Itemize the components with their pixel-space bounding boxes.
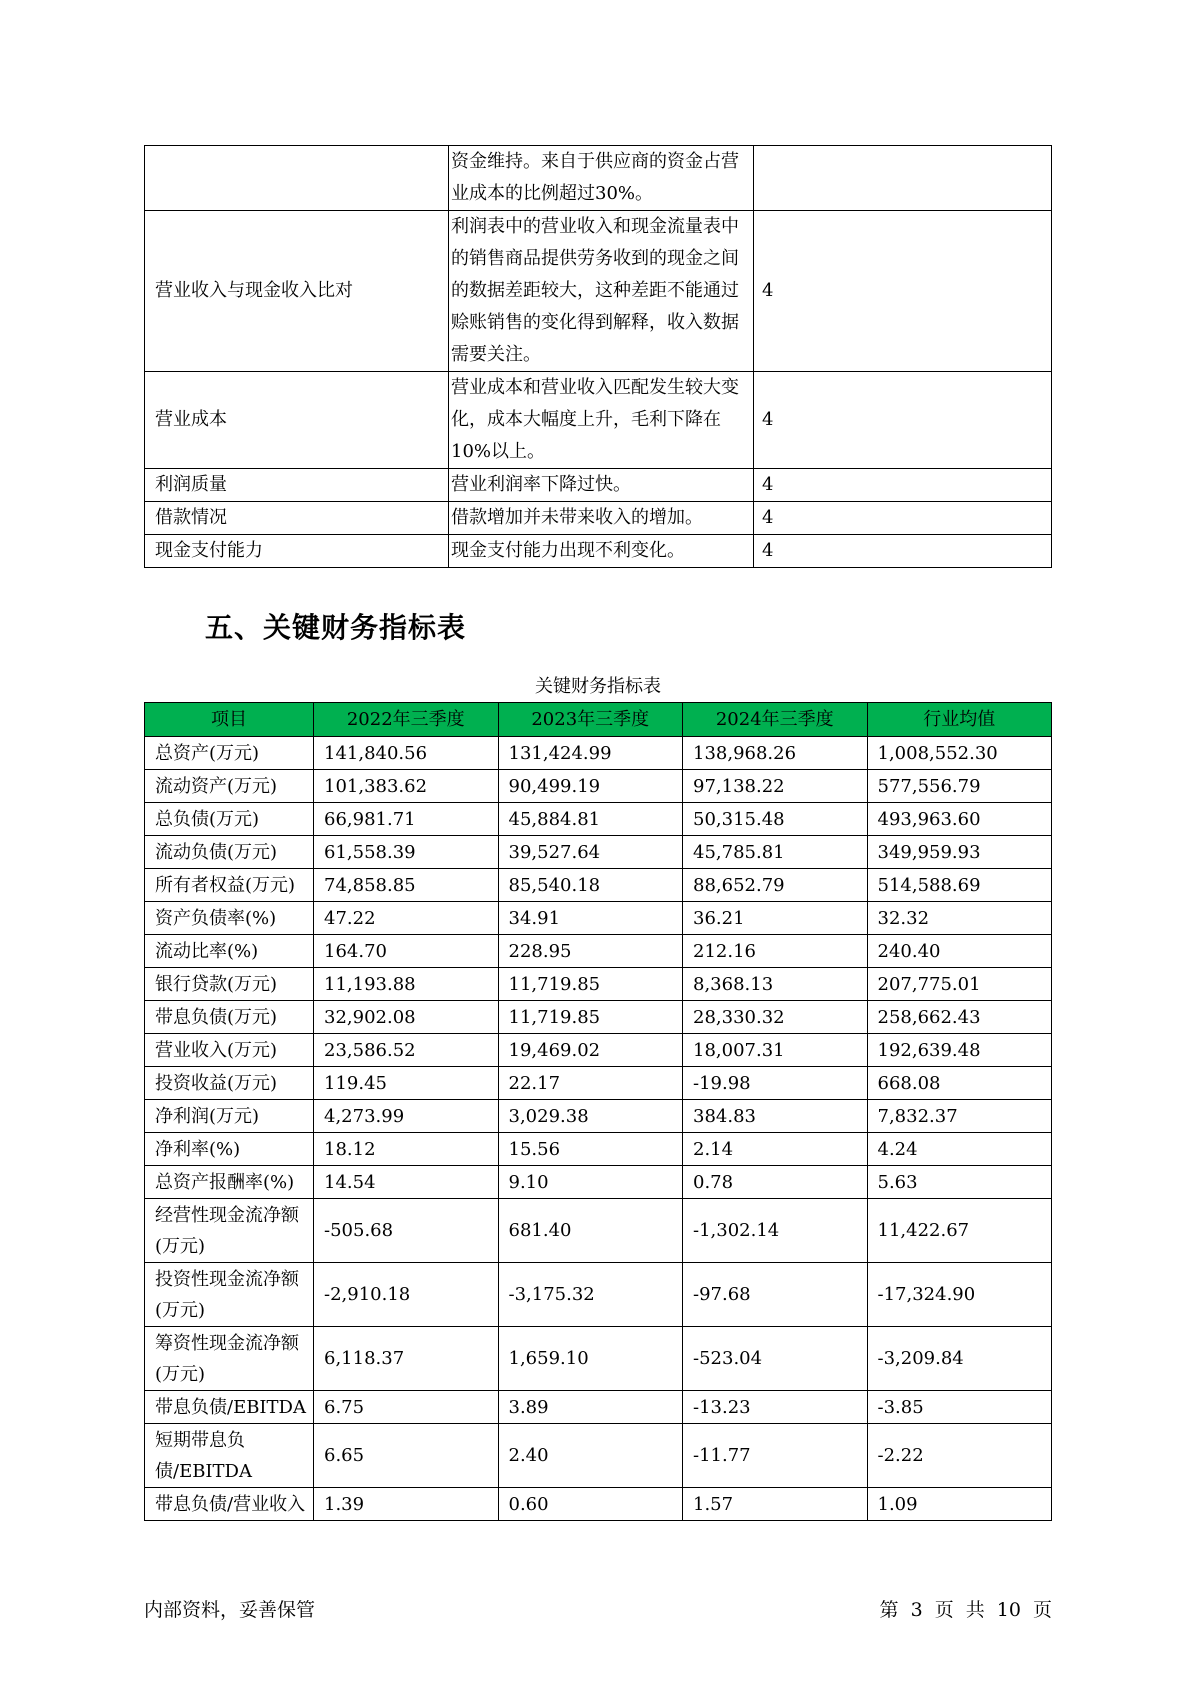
risk-row (145, 535, 1052, 568)
metric-value-cell: 0.78 (683, 1166, 868, 1199)
metric-value-cell: 45,785.81 (683, 836, 868, 869)
column-header: 项目 (145, 703, 314, 737)
metrics-row (145, 737, 1052, 770)
metric-name-cell: 净利率(%) (145, 1133, 314, 1166)
metric-value-cell: 240.40 (867, 935, 1052, 968)
metric-name-cell: 带息负债/营业收入 (145, 1488, 314, 1521)
metric-value-cell: 1,659.10 (498, 1327, 683, 1391)
risk-score-cell: 4 (754, 372, 1052, 469)
metric-value-cell: 228.95 (498, 935, 683, 968)
metrics-row (145, 1263, 1052, 1327)
metric-value-cell: 6.65 (314, 1424, 499, 1488)
risk-score-cell: 4 (754, 535, 1052, 568)
metric-value-cell: 85,540.18 (498, 869, 683, 902)
column-header: 2022年三季度 (314, 703, 499, 737)
metric-value-cell: -2.22 (867, 1424, 1052, 1488)
metric-value-cell: 6,118.37 (314, 1327, 499, 1391)
risk-table (144, 145, 1052, 568)
metric-value-cell: 349,959.93 (867, 836, 1052, 869)
metric-value-cell: 7,832.37 (867, 1100, 1052, 1133)
table-caption: 关键财务指标表 (535, 676, 661, 697)
column-header: 2023年三季度 (498, 703, 683, 737)
risk-score-cell (754, 146, 1052, 211)
metric-value-cell: 3.89 (498, 1391, 683, 1424)
metric-name-cell: 所有者权益(万元) (145, 869, 314, 902)
metric-value-cell: 119.45 (314, 1067, 499, 1100)
metrics-row (145, 968, 1052, 1001)
metric-name-cell: 带息负债(万元) (145, 1001, 314, 1034)
metrics-row (145, 869, 1052, 902)
risk-desc-cell: 营业利润率下降过快。 (449, 469, 754, 502)
metric-value-cell: 61,558.39 (314, 836, 499, 869)
metric-value-cell: 15.56 (498, 1133, 683, 1166)
risk-item-cell: 借款情况 (145, 502, 449, 535)
metric-value-cell: 39,527.64 (498, 836, 683, 869)
metric-name-cell: 投资性现金流净额(万元) (145, 1263, 314, 1327)
metric-value-cell: 32.32 (867, 902, 1052, 935)
metric-value-cell: 4.24 (867, 1133, 1052, 1166)
risk-item-cell: 营业收入与现金收入比对 (145, 211, 449, 372)
metric-value-cell: 514,588.69 (867, 869, 1052, 902)
risk-desc-cell: 利润表中的营业收入和现金流量表中的销售商品提供劳务收到的现金之间的数据差距较大，这种差距不能通过赊账销售的变化得到解释，收入数据需要关注。 (449, 211, 754, 372)
metric-value-cell: 50,315.48 (683, 803, 868, 836)
metric-value-cell: 3,029.38 (498, 1100, 683, 1133)
risk-desc-cell: 资金维持。来自于供应商的资金占营业成本的比例超过30%。 (449, 146, 754, 211)
metric-name-cell: 投资收益(万元) (145, 1067, 314, 1100)
metrics-row (145, 1067, 1052, 1100)
metric-value-cell: -1,302.14 (683, 1199, 868, 1263)
metric-value-cell: -97.68 (683, 1263, 868, 1327)
metric-value-cell: -3,175.32 (498, 1263, 683, 1327)
metric-value-cell: 2.14 (683, 1133, 868, 1166)
risk-item-cell (145, 146, 449, 211)
risk-score-cell: 4 (754, 502, 1052, 535)
metric-value-cell: 1.09 (867, 1488, 1052, 1521)
risk-row (145, 469, 1052, 502)
footer-page-number: 第 3 页 共 10 页 (879, 1599, 1052, 1621)
metrics-row (145, 1133, 1052, 1166)
metric-value-cell: 32,902.08 (314, 1001, 499, 1034)
metrics-row (145, 1100, 1052, 1133)
metrics-row (145, 1424, 1052, 1488)
metric-value-cell: 1,008,552.30 (867, 737, 1052, 770)
risk-score-cell: 4 (754, 469, 1052, 502)
metrics-row (145, 1166, 1052, 1199)
metric-value-cell: 19,469.02 (498, 1034, 683, 1067)
metric-name-cell: 总负债(万元) (145, 803, 314, 836)
metric-value-cell: -11.77 (683, 1424, 868, 1488)
metric-value-cell: 164.70 (314, 935, 499, 968)
metric-value-cell: 18,007.31 (683, 1034, 868, 1067)
metric-name-cell: 净利润(万元) (145, 1100, 314, 1133)
metrics-row (145, 1001, 1052, 1034)
metric-value-cell: 577,556.79 (867, 770, 1052, 803)
risk-item-cell: 利润质量 (145, 469, 449, 502)
metrics-row (145, 1391, 1052, 1424)
metric-value-cell: 8,368.13 (683, 968, 868, 1001)
metric-value-cell: 141,840.56 (314, 737, 499, 770)
metric-name-cell: 流动资产(万元) (145, 770, 314, 803)
metric-value-cell: 1.57 (683, 1488, 868, 1521)
metric-value-cell: 66,981.71 (314, 803, 499, 836)
metric-name-cell: 流动比率(%) (145, 935, 314, 968)
metric-value-cell: 101,383.62 (314, 770, 499, 803)
risk-score-cell: 4 (754, 211, 1052, 372)
metric-value-cell: 90,499.19 (498, 770, 683, 803)
risk-desc-cell: 借款增加并未带来收入的增加。 (449, 502, 754, 535)
metric-value-cell: 45,884.81 (498, 803, 683, 836)
metric-value-cell: -2,910.18 (314, 1263, 499, 1327)
metrics-row (145, 770, 1052, 803)
metrics-row (145, 1327, 1052, 1391)
section-heading: 五、关键财务指标表 (205, 611, 467, 644)
metric-name-cell: 筹资性现金流净额(万元) (145, 1327, 314, 1391)
metric-name-cell: 资产负债率(%) (145, 902, 314, 935)
metric-value-cell: -19.98 (683, 1067, 868, 1100)
metric-value-cell: 28,330.32 (683, 1001, 868, 1034)
metric-value-cell: 2.40 (498, 1424, 683, 1488)
metric-value-cell: 5.63 (867, 1166, 1052, 1199)
metric-value-cell: 493,963.60 (867, 803, 1052, 836)
metric-name-cell: 短期带息负债/EBITDA (145, 1424, 314, 1488)
metric-value-cell: 138,968.26 (683, 737, 868, 770)
metric-name-cell: 总资产(万元) (145, 737, 314, 770)
metric-value-cell: 11,719.85 (498, 968, 683, 1001)
metric-value-cell: 88,652.79 (683, 869, 868, 902)
metric-name-cell: 营业收入(万元) (145, 1034, 314, 1067)
metric-value-cell: 207,775.01 (867, 968, 1052, 1001)
metric-value-cell: 668.08 (867, 1067, 1052, 1100)
metric-value-cell: 384.83 (683, 1100, 868, 1133)
metric-value-cell: 681.40 (498, 1199, 683, 1263)
metrics-row (145, 1488, 1052, 1521)
metric-value-cell: 23,586.52 (314, 1034, 499, 1067)
metric-value-cell: 97,138.22 (683, 770, 868, 803)
metric-value-cell: 22.17 (498, 1067, 683, 1100)
metric-value-cell: 11,193.88 (314, 968, 499, 1001)
metrics-row (145, 902, 1052, 935)
risk-item-cell: 现金支付能力 (145, 535, 449, 568)
metric-value-cell: 11,422.67 (867, 1199, 1052, 1263)
metrics-row (145, 836, 1052, 869)
metric-value-cell: 11,719.85 (498, 1001, 683, 1034)
risk-desc-cell: 营业成本和营业收入匹配发生较大变化，成本大幅度上升，毛利下降在10%以上。 (449, 372, 754, 469)
risk-row (145, 372, 1052, 469)
metric-value-cell: 34.91 (498, 902, 683, 935)
metric-value-cell: 6.75 (314, 1391, 499, 1424)
metric-value-cell: -505.68 (314, 1199, 499, 1263)
metrics-header-row (145, 703, 1052, 737)
risk-row (145, 211, 1052, 372)
metric-value-cell: -3.85 (867, 1391, 1052, 1424)
metric-value-cell: -523.04 (683, 1327, 868, 1391)
metrics-row (145, 1199, 1052, 1263)
risk-desc-cell: 现金支付能力出现不利变化。 (449, 535, 754, 568)
metrics-row (145, 1034, 1052, 1067)
risk-row (145, 146, 1052, 211)
metric-value-cell: 1.39 (314, 1488, 499, 1521)
metric-value-cell: 0.60 (498, 1488, 683, 1521)
metric-value-cell: 14.54 (314, 1166, 499, 1199)
footer-confidential-note: 内部资料，妥善保管 (144, 1599, 316, 1621)
metric-name-cell: 流动负债(万元) (145, 836, 314, 869)
metric-value-cell: 9.10 (498, 1166, 683, 1199)
risk-row (145, 502, 1052, 535)
column-header: 行业均值 (867, 703, 1052, 737)
metric-value-cell: 47.22 (314, 902, 499, 935)
metric-name-cell: 带息负债/EBITDA (145, 1391, 314, 1424)
metrics-row (145, 935, 1052, 968)
metric-name-cell: 银行贷款(万元) (145, 968, 314, 1001)
metric-name-cell: 总资产报酬率(%) (145, 1166, 314, 1199)
metric-value-cell: 131,424.99 (498, 737, 683, 770)
metric-name-cell: 经营性现金流净额(万元) (145, 1199, 314, 1263)
metric-value-cell: 258,662.43 (867, 1001, 1052, 1034)
metrics-row (145, 803, 1052, 836)
metric-value-cell: -13.23 (683, 1391, 868, 1424)
metric-value-cell: -17,324.90 (867, 1263, 1052, 1327)
risk-item-cell: 营业成本 (145, 372, 449, 469)
column-header: 2024年三季度 (683, 703, 868, 737)
metric-value-cell: 18.12 (314, 1133, 499, 1166)
metrics-table (144, 702, 1052, 1521)
metric-value-cell: 4,273.99 (314, 1100, 499, 1133)
metric-value-cell: 192,639.48 (867, 1034, 1052, 1067)
metric-value-cell: 36.21 (683, 902, 868, 935)
metric-value-cell: 212.16 (683, 935, 868, 968)
metric-value-cell: 74,858.85 (314, 869, 499, 902)
metric-value-cell: -3,209.84 (867, 1327, 1052, 1391)
